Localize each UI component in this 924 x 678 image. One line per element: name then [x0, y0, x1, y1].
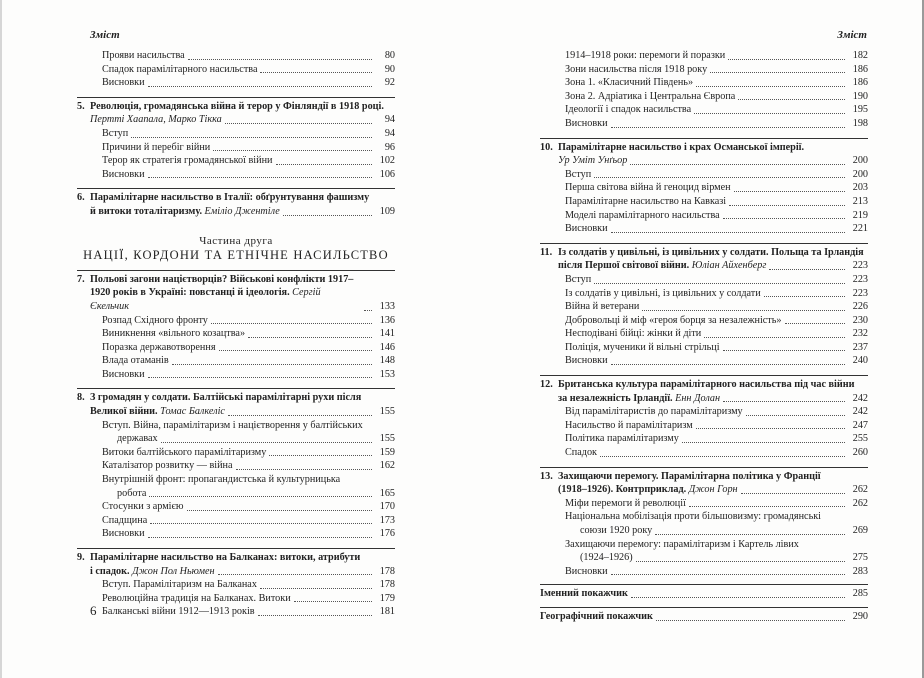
chapter-authors[interactable]: Ур Уміт Унґьор 200	[558, 155, 868, 167]
toc-right	[540, 49, 868, 624]
toc-entry[interactable]: Висновки 221	[565, 223, 868, 235]
toc-entry[interactable]: робота 165	[117, 487, 395, 499]
chapter-title[interactable]: 12. Британська культура парамілітарного насильства під час війни	[540, 379, 855, 391]
toc-entry[interactable]: Причини й перебіг війни 96	[102, 141, 395, 153]
toc-entry[interactable]: Терор як стратегія громадянської війни 102	[102, 155, 395, 167]
toc-entry[interactable]: Витоки балтійського парамілітаризму 159	[102, 446, 395, 458]
toc-entry[interactable]: Несподівані бійці: жінки й діти 232	[565, 328, 868, 340]
toc-entry[interactable]: (1924–1926) 275	[580, 552, 868, 564]
toc-entry-line[interactable]: Внутрішній фронт: пропагандистська й культурницька	[102, 474, 341, 486]
chapter-title-cont[interactable]: й витоки тоталітаризму. Еміліо Джентіле 109	[90, 205, 395, 217]
toc-entry[interactable]: Вступ 223	[565, 273, 868, 285]
chapter-12	[540, 375, 868, 460]
chapter-title[interactable]: 11. Із солдатів у цивільні, із цивільних у солдати. Польща та Ірландія	[540, 246, 864, 258]
toc-entry[interactable]: Зона 2. Адріатика і Центральна Європа 190	[565, 90, 868, 102]
running-header: Зміст	[90, 29, 120, 41]
toc-entry[interactable]: Міфи перемоги й революції 262	[565, 497, 868, 509]
part-title: НАЦІЇ, КОРДОНИ ТА ЕТНІЧНЕ НАСИЛЬСТВО	[83, 248, 389, 263]
chapter-title[interactable]: 7. Польові загони націєтворців? Військові конфлікти 1917–	[77, 273, 354, 285]
toc-entry[interactable]: Висновки 176	[102, 528, 395, 540]
chapter-title-cont[interactable]: 1920 років в Україні: повстанці й ідеологія. Сергій Єкельчик 133	[90, 287, 395, 312]
toc-entry[interactable]: державах 155	[117, 433, 395, 445]
index-entry-names[interactable]: Іменний покажчик 285	[540, 584, 868, 601]
chapter-title[interactable]: 5. Революція, громадянська війна й терор у Фінляндії в 1918 році.	[77, 100, 384, 112]
toc-entry[interactable]: Зони насильства після 1918 року 186	[565, 63, 868, 75]
page-number: 6	[90, 603, 97, 618]
toc-entry[interactable]: Балканські війни 1912—1913 років 181	[102, 606, 395, 618]
toc-entry[interactable]: Влада отаманів 148	[102, 355, 395, 367]
toc-entry[interactable]: союзи 1920 року 269	[580, 525, 868, 536]
toc-entry-line[interactable]: Захищаючи перемогу: парамілітаризм і Картель лівих	[565, 538, 799, 550]
toc-entry[interactable]: Політика парамілітаризму 255	[565, 433, 868, 445]
toc-entry[interactable]: Висновки 92	[102, 77, 395, 89]
toc-entry[interactable]: Каталізатор розвитку — війна 162	[102, 460, 395, 472]
chapter-title[interactable]: 9. Парамілітарне насильство на Балканах: витоки, атрибути	[77, 552, 361, 563]
chapter-title-cont[interactable]: за незалежність Ірландії. Енн Долан 242	[558, 392, 868, 404]
chapter-title[interactable]: 13. Захищаючи перемогу. Парамілітарна політика у Франції	[540, 470, 821, 482]
chapter-8	[77, 388, 395, 541]
toc-entry[interactable]: Перша світова війна й геноцид вірмен 203	[565, 182, 868, 194]
toc-entry[interactable]: Поразка державотворення 146	[102, 341, 395, 353]
right-page	[462, 0, 924, 678]
toc-entry[interactable]: Висновки 283	[565, 565, 868, 577]
toc-entry[interactable]: Добровольці й міф «героя борця за незалежність» 230	[565, 314, 868, 326]
chapter-13	[540, 467, 868, 579]
toc-entry[interactable]: Виникнення «вільного козацтва» 141	[102, 328, 395, 340]
toc-entry[interactable]: Від парамілітаристів до парамілітаризму 242	[565, 406, 868, 418]
toc-entry[interactable]: Вступ 94	[102, 127, 395, 139]
part-label: Частина друга	[199, 234, 273, 247]
toc-entry[interactable]: Стосунки з армією 170	[102, 501, 395, 513]
chapter-title-cont[interactable]: після Першої світової війни. Юліан Айхенберг 223	[558, 260, 868, 272]
chapter-5	[77, 97, 395, 182]
toc-left	[77, 49, 395, 619]
toc-entry-line[interactable]: Національна мобілізація проти більшовизму: громадянські	[565, 511, 821, 523]
chapter-9	[77, 548, 395, 619]
toc-entry[interactable]: Поліція, мученики й вільні стрільці 237	[565, 341, 868, 353]
chapter-title-cont[interactable]: і спадок. Джон Пол Ньюмен 178	[90, 565, 395, 577]
toc-entry[interactable]: 1914–1918 роки: перемоги й поразки 182	[565, 50, 868, 61]
chapter-7	[77, 270, 395, 382]
chapter-authors[interactable]: Пертті Хаапала, Марко Тікка 94	[90, 114, 395, 126]
toc-entry[interactable]: Зона 1. «Класичний Південь» 186	[565, 77, 868, 89]
toc-entry[interactable]: Парамілітарне насильство на Кавказі 213	[565, 195, 868, 207]
chapter-10	[540, 138, 868, 236]
toc-entry-line[interactable]: Вступ. Війна, парамілітаризм і націєтворення у балтійських	[102, 419, 363, 431]
toc-entry[interactable]: Моделі парамілітарного насильства 219	[565, 209, 868, 221]
toc-entry[interactable]: Висновки 153	[102, 368, 395, 380]
toc-entry[interactable]: Розпад Східного фронту 136	[102, 314, 395, 326]
toc-entry[interactable]: Вступ. Парамілітаризм на Балканах 178	[102, 579, 395, 591]
toc-entry[interactable]: Революційна традиція на Балканах. Витоки 179	[102, 592, 395, 604]
toc-entry[interactable]: Із солдатів у цивільні, із цивільних у солдати 223	[565, 287, 868, 299]
toc-entry[interactable]: Висновки 198	[565, 117, 868, 129]
toc-entry[interactable]: Висновки 106	[102, 168, 395, 180]
toc-entry[interactable]: Вступ 200	[565, 168, 868, 180]
chapter-title[interactable]: 6. Парамілітарне насильство в Італії: обґрунтування фашизму	[77, 192, 370, 204]
chapter-title[interactable]: 8. З громадян у солдати. Балтійські парамілітарні рухи після	[77, 392, 362, 404]
toc-entry[interactable]: Насильство й парамілітаризм 247	[565, 419, 868, 431]
toc-entry[interactable]: Спадщина 173	[102, 514, 395, 526]
part-heading	[77, 235, 395, 263]
toc-entry[interactable]: Висновки 240	[565, 355, 868, 367]
toc-entry[interactable]: Ідеології і спадок насильства 195	[565, 104, 868, 116]
running-header: Зміст	[837, 29, 867, 41]
toc-entry[interactable]: Війна й ветерани 226	[565, 301, 868, 313]
chapter-title[interactable]: 10. Парамілітарне насильство і крах Османської імперії.	[540, 141, 805, 153]
toc-entry[interactable]: Спадок 260	[565, 447, 868, 459]
toc-entry[interactable]: Спадок парамілітарного насильства 90	[102, 63, 395, 75]
toc-entry[interactable]: Прояви насильства 80	[102, 50, 395, 61]
chapter-6	[77, 188, 395, 218]
chapter-11	[540, 243, 868, 368]
chapter-title-cont[interactable]: Великої війни. Томас Балкеліс 155	[90, 406, 395, 418]
index-entry-geo[interactable]: Географічний покажчик 290	[540, 607, 868, 624]
chapter-title-cont[interactable]: (1918–1926). Контрприклад. Джон Горн 262	[558, 484, 868, 496]
